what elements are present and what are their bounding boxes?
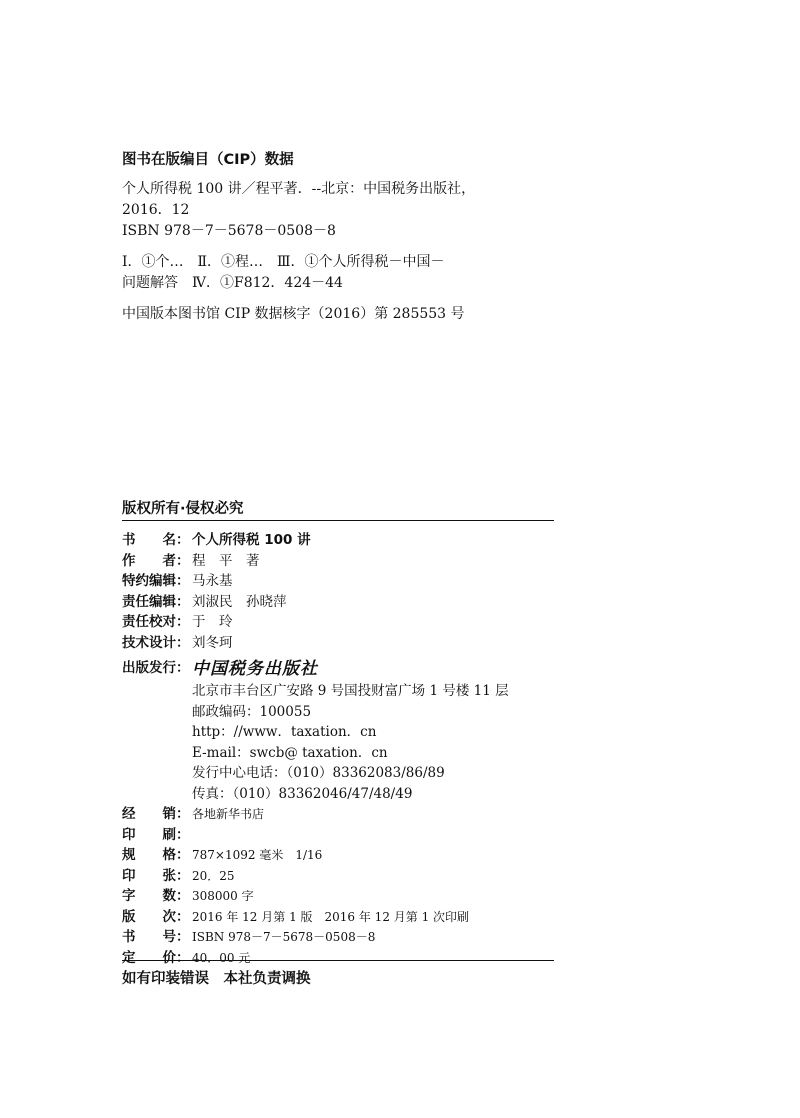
responsible-editors-label: 责任编辑： [122,593,190,610]
isbn-value: ISBN 978－7－5678－0508－8 [192,930,376,944]
bottom-divider [122,960,554,961]
designer-label: 技术设计： [122,634,190,651]
proofreader-value: 于 玲 [192,614,233,630]
publisher-website: http：//www．taxation．cn [192,724,377,740]
cip-line: ISBN 978－7－5678－0508－8 [122,223,336,239]
sheets-value: 20．25 [192,868,235,883]
publisher-name: 中国税务出版社 [192,658,318,679]
sheets-label: 印 张： [122,867,190,884]
special-editor-row [122,569,562,590]
distributor-row [122,802,562,823]
cip-heading: 图书在版编目（CIP）数据 [122,152,294,168]
title-label: 书 名： [122,532,190,548]
distributor-label: 经 销： [122,806,190,822]
cip-line: 2016．12 [122,202,190,218]
price-row [122,946,562,967]
cip-number: 中国版本图书馆 CIP 数据核字（2016）第 285553 号 [122,306,465,322]
proofreader-row [122,610,562,631]
printer-row [122,823,562,844]
author-label: 作 者： [122,552,190,569]
price-value: 40．00 元 [192,950,251,965]
responsible-editors-value: 刘淑民 孙晓萍 [192,593,287,610]
format-row [122,843,562,864]
cip-block [122,148,562,325]
edition-label: 版 次： [122,908,190,925]
words-row [122,884,562,905]
publisher-email: E-mail：swcb@ taxation．cn [192,744,388,761]
words-label: 字 数： [122,888,190,904]
format-value: 787×1092 毫米 1/16 [192,848,323,862]
publisher-postcode: 邮政编码：100055 [192,703,312,720]
special-editor-value: 马永基 [192,573,233,589]
isbn-label: 书 号： [122,929,190,945]
copyright-notice: 版权所有·侵权必究 [122,501,244,517]
special-editor-label: 特约编辑： [122,573,190,589]
book-info [122,528,562,966]
footer-notice: 如有印装错误 本社负责调换 [122,971,311,987]
publisher-details [192,679,562,802]
cip-subject-line: Ⅰ．①个… Ⅱ．①程… Ⅲ．①个人所得税－中国－ [122,254,445,270]
cip-line: 个人所得税 100 讲／程平著．--北京：中国税务出版社， [122,181,476,197]
proofreader-label: 责任校对： [122,614,190,630]
publisher-fax: 传真：（010）83362046/47/48/49 [192,785,413,802]
isbn-row [122,925,562,946]
publisher-address: 北京市丰台区广安路 9 号国投财富广场 1 号楼 11 层 [192,683,509,699]
distributor-value: 各地新华书店 [192,807,265,821]
title-row [122,528,562,549]
cip-subject-line: 问题解答 Ⅳ．①F812．424－44 [122,275,343,291]
edition-row [122,905,562,926]
edition-value: 2016 年 12 月第 1 版 2016 年 12 月第 1 次印刷 [192,909,470,924]
publisher-phone: 发行中心电话：（010）83362083/86/89 [192,765,445,781]
format-label: 规 格： [122,847,190,863]
author-row [122,549,562,570]
designer-row [122,631,562,652]
author-value: 程 平 著 [192,552,260,569]
publisher-label: 出版发行： [122,660,190,676]
words-value: 308000 字 [192,889,254,903]
title-value: 个人所得税 100 讲 [192,532,311,548]
designer-value: 刘冬珂 [192,634,233,651]
top-divider [122,520,554,521]
price-label: 定 价： [122,949,190,966]
printer-label: 印 刷： [122,826,190,843]
sheets-row [122,864,562,885]
responsible-editors-row [122,590,562,611]
publisher-row [122,653,562,679]
